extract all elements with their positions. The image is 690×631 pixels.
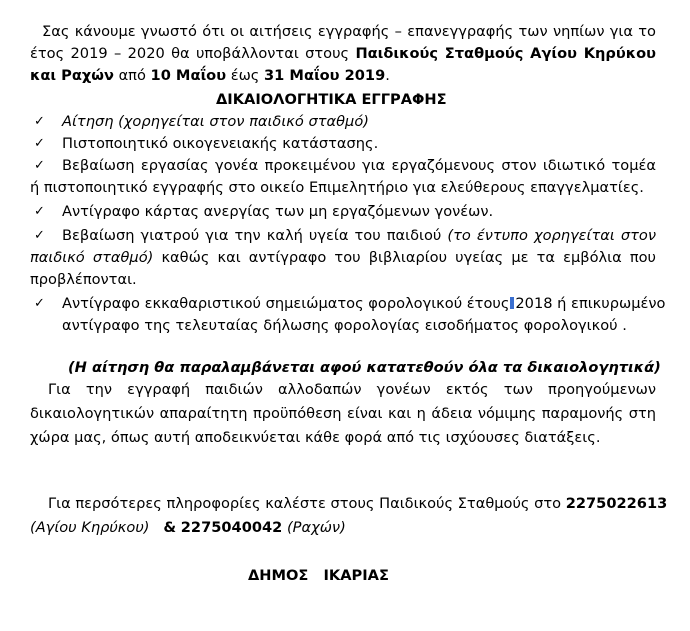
doc-item-6-text-2: 2018 ή επικυρωμένο (515, 295, 666, 312)
text-cursor (510, 297, 514, 309)
doc-item-6-text-1: Αντίγραφο εκκαθαριστικού σημειώματος φορολογικού έτους (62, 295, 510, 312)
end-date: 31 Μαΐου 2019 (264, 67, 386, 84)
ampersand: & (163, 519, 177, 536)
doc-item-5-line-2 (30, 248, 656, 268)
contact-line-2 (30, 518, 346, 538)
foreign-text-1: Για την εγγραφή παιδιών αλλοδαπών γονέων εκτός των προηγούμενων (48, 381, 656, 398)
phone-rachon: 2275040042 (180, 519, 283, 536)
check-icon: ✓ (34, 114, 45, 129)
nursery-names: Παιδικούς Σταθμούς Αγίου Κηρύκου (355, 45, 656, 62)
doc-item-5-note-2: παιδικό σταθμό) (30, 249, 154, 266)
doc-item-2: Πιστοποιητικό οικογενειακής κατάστασης. (62, 135, 379, 152)
doc-item-5-text-2: καθώς και αντίγραφο του βιβλιαρίου υγείας με τα εμβόλια που (161, 249, 656, 266)
doc-item-3-line-1 (62, 156, 656, 176)
start-date: 10 Μαΐου (150, 67, 227, 84)
contact-line-1 (48, 494, 668, 514)
nursery-rachon: και Ραχών (30, 67, 114, 84)
documents-heading: ΔΙΚΑΙΟΛΟΓΗΤΙΚΑ ΕΓΓΡΑΦΗΣ (216, 91, 447, 108)
location-agios-kirykos: (Αγίου Κηρύκου) (30, 519, 150, 536)
check-icon: ✓ (34, 136, 45, 151)
doc-item-3-line-2: ή πιστοποιητικό εγγραφής στο οικείο Επιμελητήριο για ελεύθερους επαγγελματίες. (30, 179, 644, 196)
intro-until: έως (230, 67, 260, 84)
foreign-line-3: χώρα μας, όπως αυτή αποδεικνύεται κάθε φορά από τις ισχύουσες διατάξεις. (30, 429, 601, 446)
doc-item-5-line-3: προβλέπονται. (30, 271, 137, 288)
foreign-text-2: δικαιολογητικών απαραίτητη προϋπόθεση είναι και η άδεια νόμιμης παραμονής στη (30, 405, 656, 422)
check-icon: ✓ (34, 158, 45, 173)
foreign-line-2 (30, 404, 656, 424)
doc-item-4: Αντίγραφο κάρτας ανεργίας των μη εργαζόμενων γονέων. (62, 203, 494, 220)
contact-text: Για περσότερες πληροφορίες καλέστε στους Παιδικούς Σταθμούς στο (48, 495, 562, 512)
foreign-line-1 (48, 380, 656, 400)
municipality-signature: ΔΗΜΟΣ ΙΚΑΡΙΑΣ (248, 567, 389, 584)
doc-item-6-line-2: αντίγραφο της τελευταίας δήλωσης φορολογίας εισοδήματος φορολογικού . (62, 317, 627, 334)
doc-item-5-text-1: Βεβαίωση γιατρού για την καλή υγεία του παιδιού (62, 227, 442, 244)
intro-from: από (118, 67, 146, 84)
doc-item-5-note-1: (το έντυπο χορηγείται στον (447, 227, 657, 244)
doc-item-1: Αίτηση (χορηγείται στον παιδικό σταθμό) (62, 113, 369, 130)
check-icon: ✓ (34, 228, 45, 243)
intro-period: . (385, 67, 390, 84)
location-rachon: (Ραχών) (286, 519, 346, 536)
intro-line-2 (30, 44, 656, 64)
check-icon: ✓ (34, 204, 45, 219)
check-icon: ✓ (34, 296, 45, 311)
intro-line-1 (42, 22, 656, 42)
doc-item-3-text-1: Βεβαίωση εργασίας γονέα προκειμένου για εργαζόμενους στον ιδιωτικό τομέα (62, 157, 656, 174)
intro-text-2: έτος 2019 – 2020 θα υποβάλλονται στους (30, 45, 350, 62)
phone-agios-kirykos: 2275022613 (565, 495, 668, 512)
intro-text-1: Σας κάνουμε γνωστό ότι οι αιτήσεις εγγραφής – επανεγγραφής των νηπίων για το (42, 23, 656, 40)
intro-line-3 (30, 66, 390, 86)
doc-item-5-line-1 (62, 226, 656, 246)
doc-item-6-line-1 (62, 294, 666, 314)
submission-note: (Η αίτηση θα παραλαμβάνεται αφού κατατεθούν όλα τα δικαιολογητικά) (68, 359, 661, 376)
